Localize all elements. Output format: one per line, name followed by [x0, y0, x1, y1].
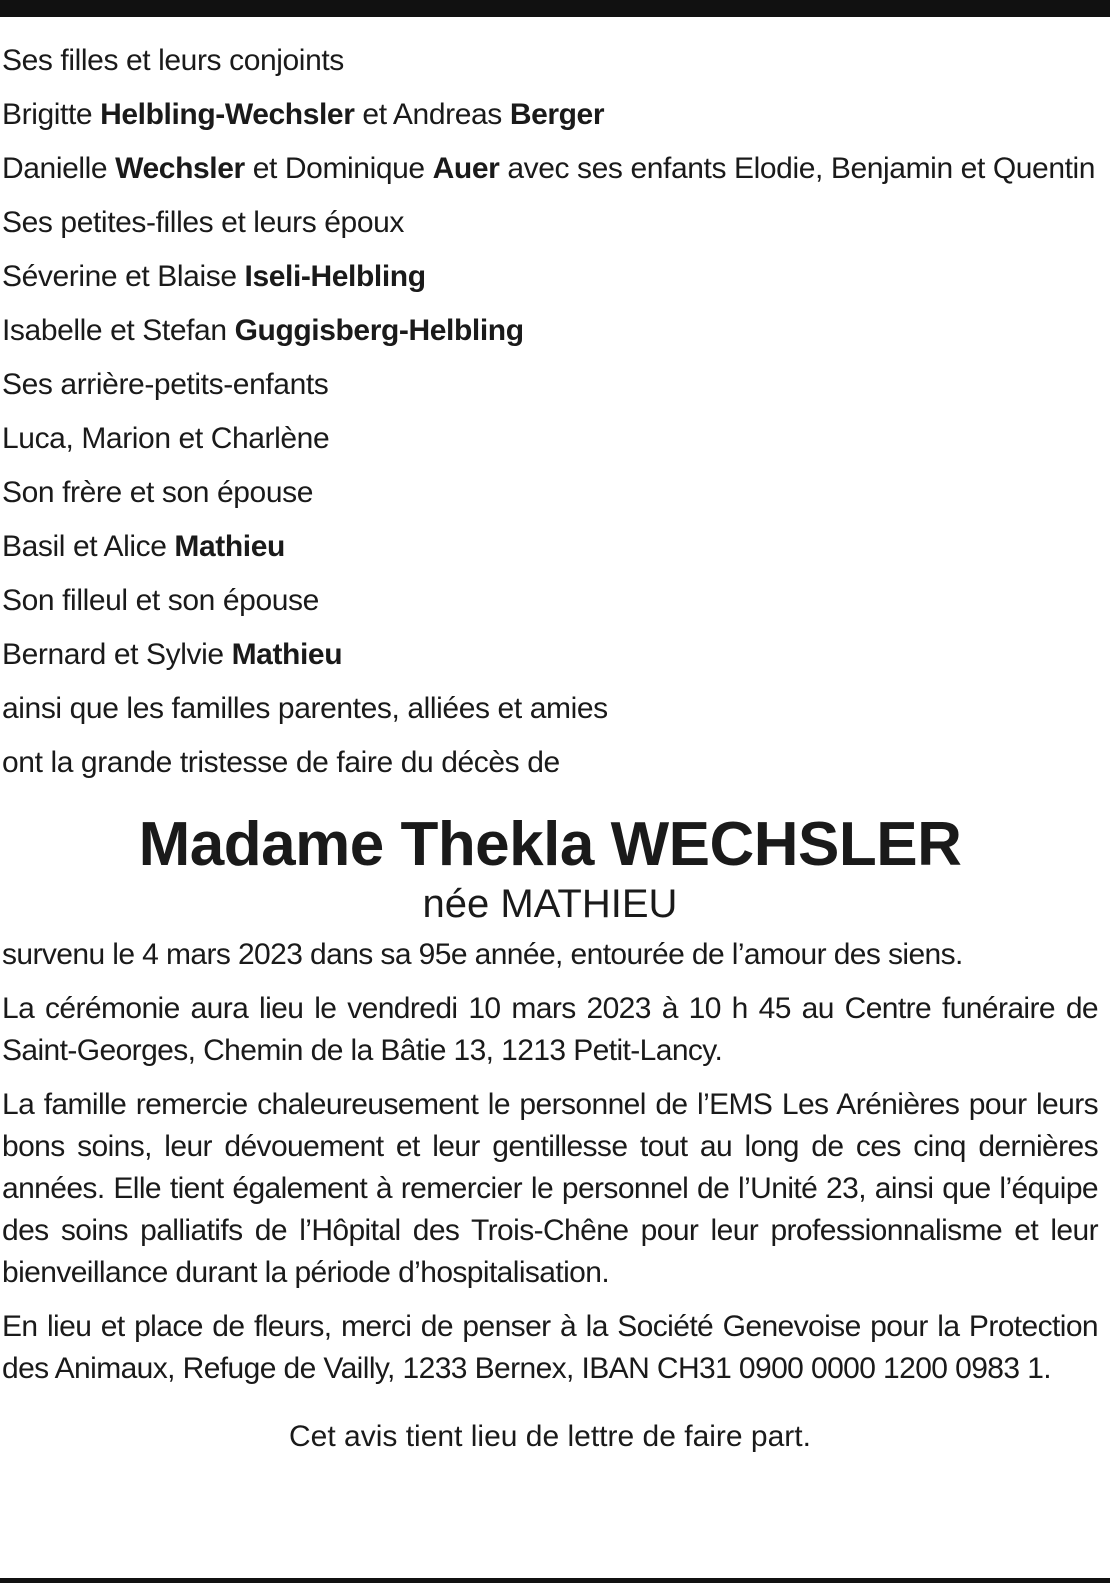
- granddaughter-1: Séverine et Blaise Iseli-Helbling: [2, 260, 426, 293]
- daughter-1: Brigitte Helbling-Wechsler et Andreas Berger: [2, 98, 605, 131]
- obituary-notice: [2, 40, 1098, 1458]
- bottom-border-rule: [0, 1578, 1110, 1583]
- granddaughter-2: Isabelle et Stefan Guggisberg-Helbling: [2, 314, 524, 347]
- deceased-name-block: [2, 810, 1098, 928]
- maiden-name: née MATHIEU: [422, 882, 678, 926]
- family-list: [2, 40, 1098, 784]
- godson: Bernard et Sylvie Mathieu: [2, 638, 343, 671]
- brother-heading: Son frère et son épouse: [2, 476, 314, 509]
- closing-line: Cet avis tient lieu de lettre de faire part.: [289, 1420, 811, 1453]
- deceased-name: Madame Thekla WECHSLER: [138, 810, 962, 879]
- thanks-paragraph: La famille remercie chaleureusement le personnel de l’EMS Les Arénières pour leurs bons soins, leur dévouement et leur gentillesse tout au long de ces cinq dernières années. Elle tient également à remercier le personnel de l’Unité 23, ainsi que l’équipe des soins palliatifs de l’Hôpital des Trois-Chêne pour leur professionnalisme et leur bienveillance durant la période d’hospitalisation.: [2, 1088, 1098, 1289]
- daughter-2: Danielle Wechsler et Dominique Auer avec ses enfants Elodie, Benjamin et Quentin: [2, 152, 1096, 185]
- relatives-line: ainsi que les familles parentes, alliées et amies: [2, 692, 608, 725]
- daughters-heading: Ses filles et leurs conjoints: [2, 44, 344, 77]
- godson-heading: Son filleul et son épouse: [2, 584, 319, 617]
- ceremony-paragraph: La cérémonie aura lieu le vendredi 10 mars 2023 à 10 h 45 au Centre funéraire de Saint-Georges, Chemin de la Bâtie 13, 1213 Petit-Lancy.: [2, 992, 1098, 1067]
- donation-paragraph: En lieu et place de fleurs, merci de penser à la Société Genevoise pour la Protection des Animaux, Refuge de Vailly, 1233 Bernex, IBAN CH31 0900 0000 1200 0983 1.: [2, 1310, 1098, 1385]
- top-border-rule: [0, 0, 1110, 17]
- granddaughters-heading: Ses petites-filles et leurs époux: [2, 206, 405, 239]
- announcement-line: ont la grande tristesse de faire du décès de: [2, 746, 560, 779]
- greatgrandchildren: Luca, Marion et Charlène: [2, 422, 330, 455]
- brother: Basil et Alice Mathieu: [2, 530, 285, 563]
- greatgrandchildren-heading: Ses arrière-petits-enfants: [2, 368, 329, 401]
- death-paragraph: survenu le 4 mars 2023 dans sa 95e année, entourée de l’amour des siens.: [2, 938, 963, 971]
- notice-body: [2, 934, 1098, 1390]
